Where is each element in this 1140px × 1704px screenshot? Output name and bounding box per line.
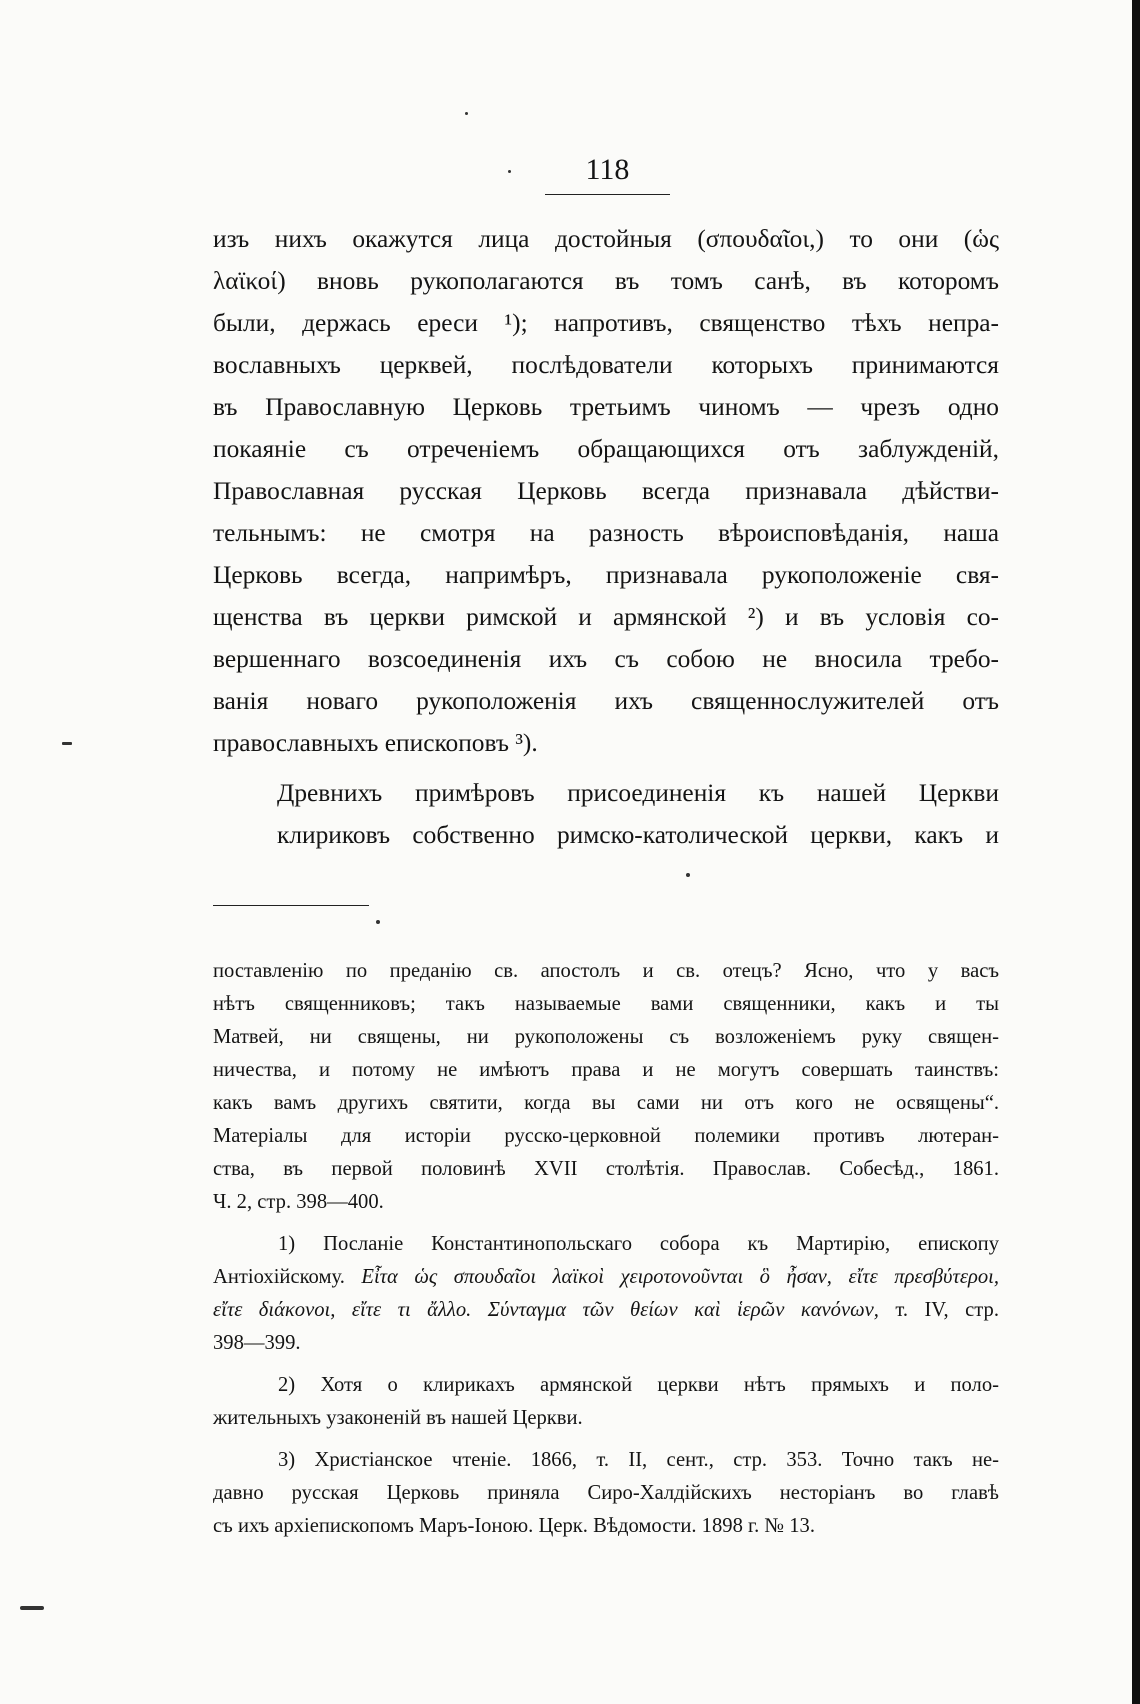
scan-speck — [376, 920, 380, 924]
footnote-line: Матвей, ни священы, ни рукоположены съ возложеніемъ руку священ- — [213, 1026, 999, 1048]
text-line: Церковь всегда, напримѣръ, признавала рукоположеніе свя- — [213, 561, 999, 589]
footnote-line: Ч. 2, стр. 398—400. — [213, 1191, 384, 1213]
text-line: λαϊκοί) вновь рукополагаются въ томъ санѣ, въ которомъ — [213, 267, 999, 295]
scan-edge — [1132, 0, 1140, 1704]
footnote-line — [213, 1294, 999, 1327]
scan-speck — [508, 170, 511, 173]
paragraph-1 — [213, 218, 999, 764]
scan-speck — [20, 1606, 44, 1610]
footnote-line: нѣтъ священниковъ; такъ называемые вами священники, какъ и ты — [213, 993, 999, 1015]
footnote-line: ства, въ первой половинѣ XVII столѣтія. Православ. Собесѣд., 1861. — [213, 1158, 999, 1180]
footnotes — [213, 955, 999, 1552]
text-line: тельнымъ: не смотря на разность вѣроисповѣданія, наша — [213, 519, 999, 547]
footnote-line: давно русская Церковь приняла Сиро-Халдійскихъ несторіанъ во главѣ — [213, 1482, 999, 1504]
text-line: щенства въ церкви римской и армянской ²) и въ условія со- — [213, 603, 999, 631]
footnote-line: поставленію по преданію св. апостолъ и св. отецъ? Ясно, что у васъ — [213, 960, 999, 982]
footnote-line: 2) Хотя о клирикахъ армянской церкви нѣтъ прямыхъ и поло- — [278, 1374, 999, 1396]
footnote-line — [213, 1261, 999, 1294]
footnote-text: Антіохійскому. — [213, 1266, 345, 1288]
footnote-1 — [213, 1228, 999, 1360]
page-number: 118 — [585, 153, 630, 186]
greek-quote: Εἶτα ὡς σπουδαῖοι λαϊκοὶ χειροτονοῦνται ὃ ἦσαν, εἴτε πρεσβύτεροι, — [361, 1266, 999, 1288]
footnote-line: Матеріалы для исторіи русско-церковной полемики противъ лютеран- — [213, 1125, 999, 1147]
text-line: вославныхъ церквей, послѣдователи которыхъ принимаются — [213, 351, 999, 379]
footnote-text: т. IV, стр. — [895, 1299, 999, 1321]
footnote-line: ничества, и потому не имѣютъ права и не могутъ совершать таинствъ: — [213, 1059, 999, 1081]
text-line: ванія новаго рукоположенія ихъ священнослужителей отъ — [213, 687, 999, 715]
text-line: Православная русская Церковь всегда признавала дѣйстви- — [213, 477, 999, 505]
scan-speck — [686, 873, 690, 877]
greek-quote: εἴτε διάκονοι, εἴτε τι ἄλλο. Σύνταγμα τῶν θείων καὶ ἱερῶν κανόνων, — [213, 1299, 879, 1321]
main-text — [213, 218, 999, 856]
footnote-line: жительныхъ узаконеній въ нашей Церкви. — [213, 1407, 583, 1429]
footnote-line: какъ вамъ другихъ святити, когда вы сами ни отъ кого не освящены“. — [213, 1092, 999, 1114]
scan-speck — [62, 742, 72, 745]
scan-speck — [465, 112, 468, 115]
text-line: православныхъ епископовъ ³). — [213, 729, 538, 757]
footnote-line: 1) Посланіе Константинопольскаго собора къ Мартирію, епископу — [278, 1233, 999, 1255]
text-line: вершеннаго возсоединенія ихъ съ собою не вносила требо- — [213, 645, 999, 673]
text-line: покаяніе съ отреченіемъ обращающихся отъ заблужденій, — [213, 435, 999, 463]
footnote-continued — [213, 955, 999, 1219]
footnote-separator — [213, 905, 369, 906]
text-line: были, держась ереси ¹); напротивъ, священство тѣхъ непра- — [213, 309, 999, 337]
text-line: Древнихъ примѣровъ присоединенія къ нашей Церкви — [277, 779, 999, 807]
text-line: въ Православную Церковь третьимъ чиномъ — чрезъ одно — [213, 393, 999, 421]
text-line: клириковъ собственно римско-католической церкви, какъ и — [277, 821, 999, 849]
text-line: изъ нихъ окажутся лица достойныя (σπουδαῖοι,) то они (ὡς — [213, 225, 999, 253]
footnote-line: 3) Христіанское чтеніе. 1866, т. II, сент., стр. 353. Точно такъ не- — [278, 1449, 999, 1471]
footnote-2 — [213, 1369, 999, 1435]
footnote-line: 398—399. — [213, 1332, 301, 1354]
page-number-rule — [545, 194, 670, 195]
paragraph-2 — [213, 772, 999, 856]
footnote-3 — [213, 1444, 999, 1543]
footnote-line: съ ихъ архіепископомъ Маръ-Іоною. Церк. Вѣдомости. 1898 г. № 13. — [213, 1515, 815, 1537]
